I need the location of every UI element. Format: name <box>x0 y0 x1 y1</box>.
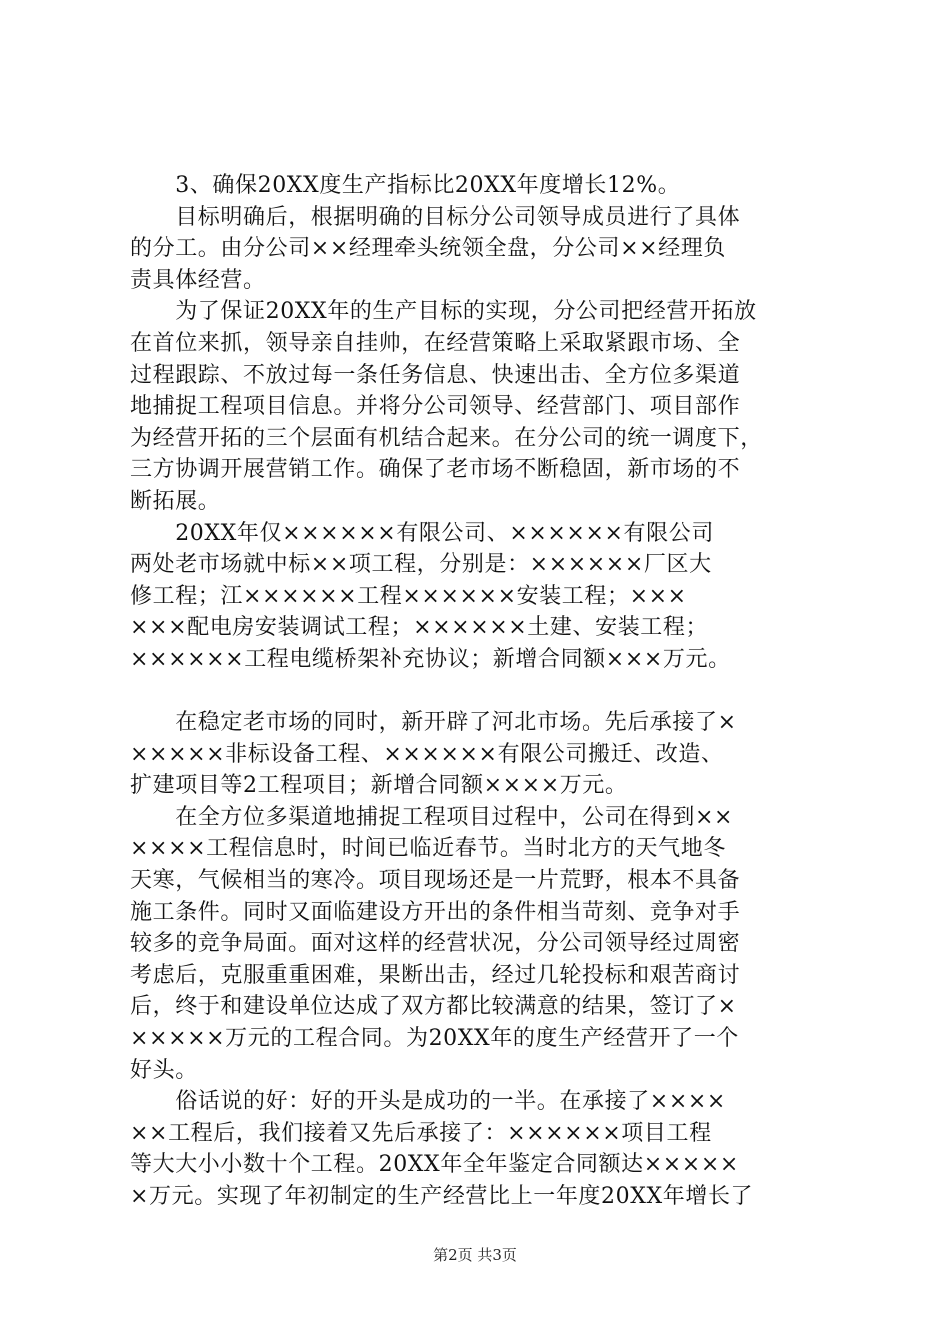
text-line: 天寒，气候相当的寒冷。项目现场还是一片荒野，根本不具备 <box>130 868 741 894</box>
text-line: ×××××非标设备工程、××××××有限公司搬迁、改造、 <box>130 741 724 767</box>
text-line: ××工程后，我们接着又先后承接了：××××××项目工程 <box>130 1120 712 1146</box>
text-line: 目标明确后，根据明确的目标分公司领导成员进行了具体 <box>130 204 741 230</box>
text-line: 20XX年仅××××××有限公司、××××××有限公司 <box>130 520 714 546</box>
paragraph-gap <box>130 676 830 708</box>
text-line: 好头。 <box>130 1057 198 1083</box>
text-line: 施工条件。同时又面临建设方开出的条件相当苛刻、竞争对手 <box>130 899 741 925</box>
text-line: ×××××万元的工程合同。为20XX年的度生产经营开了一个 <box>130 1026 739 1052</box>
text-line: 较多的竞争局面。面对这样的经营状况，分公司领导经过周密 <box>130 931 741 957</box>
text-line: 在稳定老市场的同时，新开辟了河北市场。先后承接了× <box>130 710 737 736</box>
text-line: 的分工。由分公司××经理牵头统领全盘，分公司××经理负 <box>130 236 726 262</box>
text-line: 3、确保20XX度生产指标比20XX年度增长12%。 <box>130 173 681 198</box>
text-line: 为经营开拓的三个层面有机结合起来。在分公司的统一调度下， <box>130 425 763 451</box>
text-line: 考虑后，克服重重困难，果断出击，经过几轮投标和艰苦商讨 <box>130 962 741 988</box>
text-line: 两处老市场就中标××项工程，分别是：××××××厂区大 <box>130 552 712 578</box>
text-line: 过程跟踪、不放过每一条任务信息、快速出击、全方位多渠道 <box>130 362 741 388</box>
text-line: 地捕捉工程项目信息。并将分公司领导、经营部门、项目部作 <box>130 394 741 420</box>
text-line: 在全方位多渠道地捕捉工程项目过程中，公司在得到×× <box>130 804 734 830</box>
text-line: ×万元。实现了年初制定的生产经营比上一年度20XX年增长了 <box>130 1184 754 1209</box>
text-line: 后，终于和建设单位达成了双方都比较满意的结果，签订了× <box>130 994 737 1020</box>
text-line: ××××××工程电缆桥架补充协议；新增合同额×××万元。 <box>130 646 731 672</box>
text-line: 责具体经营。 <box>130 267 266 293</box>
text-line: ××××工程信息时，时间已临近春节。当时北方的天气地冬 <box>130 836 726 862</box>
text-line: 在首位来抓，领导亲自挂帅，在经营策略上采取紧跟市场、全 <box>130 330 741 356</box>
page-footer: 第2页 共3页 <box>433 1246 517 1264</box>
body-text <box>130 170 830 1213</box>
text-line: 为了保证20XX年的生产目标的实现，分公司把经营开拓放 <box>130 299 757 325</box>
text-line: ×××配电房安装调试工程；××××××土建、安装工程； <box>130 615 709 641</box>
text-line: 修工程；江××××××工程××××××安装工程；××× <box>130 583 687 609</box>
text-line: 断拓展。 <box>130 488 221 514</box>
text-line: 三方协调开展营销工作。确保了老市场不断稳固，新市场的不 <box>130 457 741 483</box>
text-line: 俗话说的好：好的开头是成功的一半。在承接了×××× <box>130 1089 726 1115</box>
text-line: 等大大小小数十个工程。20XX年全年鉴定合同额达××××× <box>130 1152 739 1178</box>
text-line: 扩建项目等2工程项目；新增合同额××××万元。 <box>130 773 628 799</box>
